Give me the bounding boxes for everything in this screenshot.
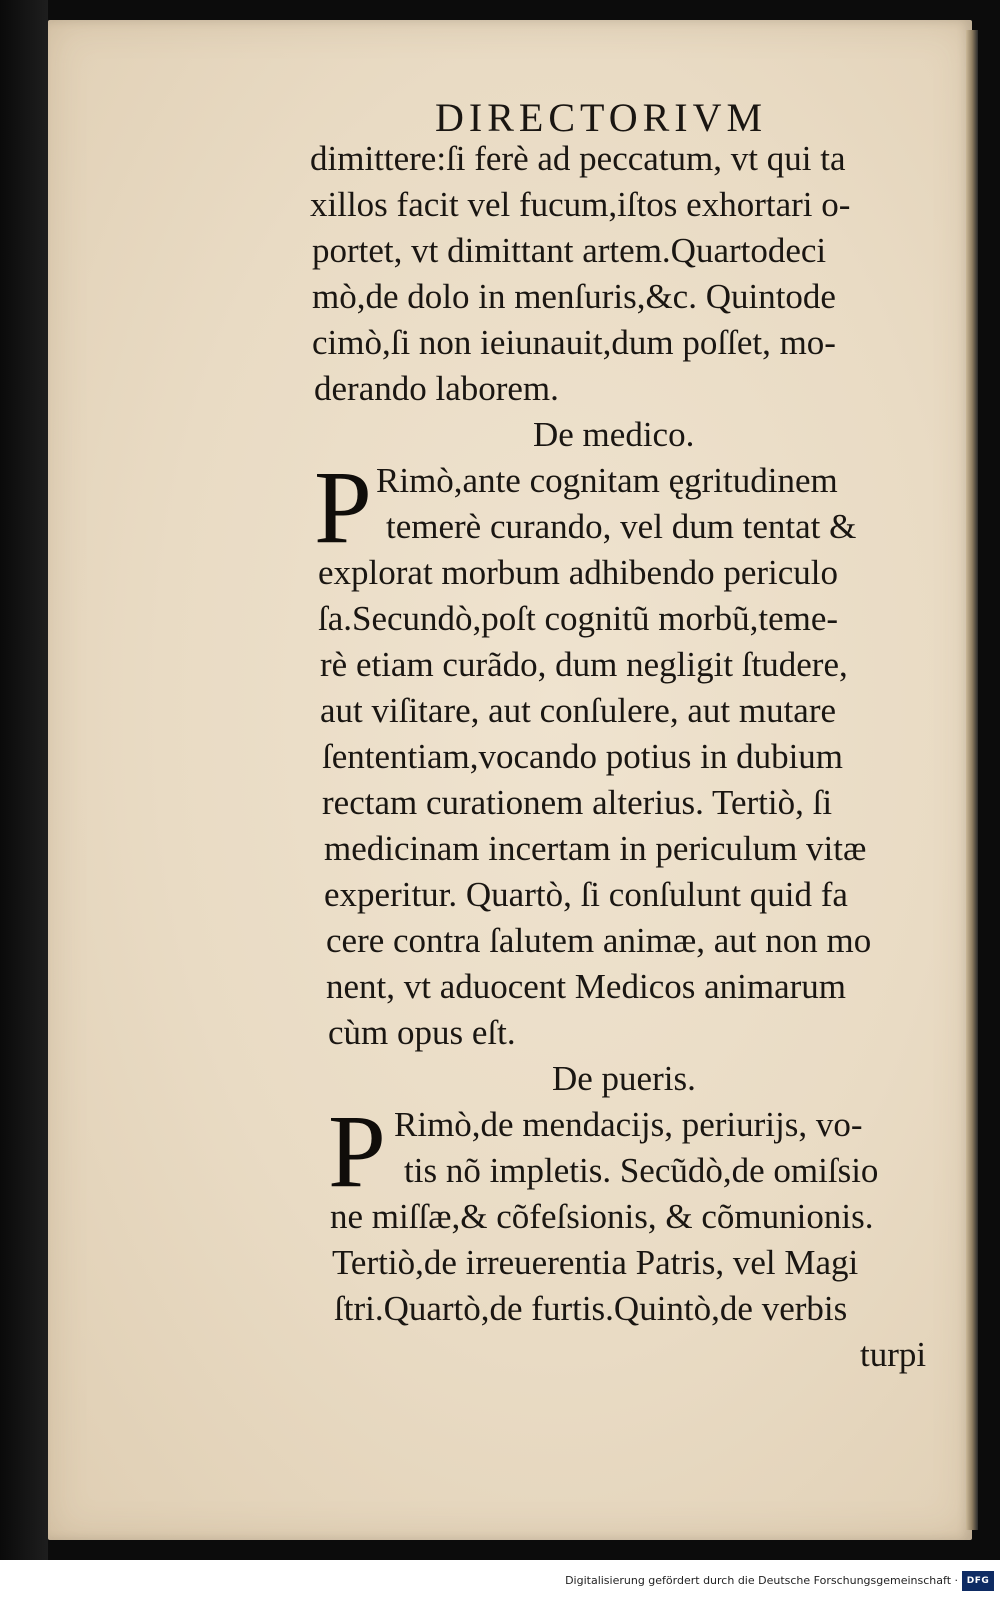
- text-line: temerè curando, vel dum tentat &: [386, 507, 857, 546]
- text-line: rectam curationem alterius. Tertiò, ſi: [322, 783, 833, 822]
- text-line: mò,de dolo in menſuris,&c. Quintode: [312, 277, 836, 316]
- footer-bar: [0, 1560, 1000, 1603]
- text-line: portet, vt dimittant artem.Quartodeci: [312, 231, 827, 270]
- text-line: explorat morbum adhibendo periculo: [318, 553, 838, 592]
- text-line: ſententiam,vocando potius in dubium: [322, 737, 844, 776]
- running-head: DIRECTORIVM: [435, 95, 768, 140]
- text-line: ne miſſæ,& cõfeſsionis, & cõmunionis.: [330, 1197, 874, 1236]
- text-line: dimittere:ſi ferè ad peccatum, vt qui ta: [310, 139, 846, 178]
- text-line: xillos facit vel fucum,iſtos exhortari o-: [310, 185, 851, 224]
- text-line: rè etiam curãdo, dum negligit ſtudere,: [320, 645, 848, 684]
- text-line: cùm opus eſt.: [328, 1013, 516, 1052]
- text-line: cere contra ſalutem animæ, aut non mo: [326, 921, 872, 960]
- text-line: tis nõ impletis. Secũdò,de omiſsio: [404, 1151, 879, 1190]
- text-line: experitur. Quartò, ſi conſulunt quid fa: [324, 875, 848, 914]
- text-line: nent, vt aduocent Medicos animarum: [326, 967, 846, 1006]
- page-text-block: [260, 92, 960, 1472]
- dfg-logo-icon: DFG: [962, 1571, 994, 1591]
- page-edge: [966, 30, 978, 1530]
- text-line: Rimò,de mendacijs, periurijs, vo-: [394, 1105, 863, 1144]
- scanner-backdrop: [0, 0, 48, 1560]
- text-line: ſa.Secundò,poſt cognitũ morbũ,teme-: [318, 599, 839, 638]
- section-heading-medico: De medico.: [533, 415, 695, 454]
- text-line: ſtri.Quartò,de furtis.Quintò,de verbis: [334, 1289, 848, 1328]
- catchword: turpi: [860, 1335, 927, 1374]
- drop-cap-initial: P: [314, 450, 372, 565]
- section-heading-pueris: De pueris.: [552, 1059, 696, 1098]
- text-line: Rimò,ante cognitam ęgritudinem: [376, 461, 838, 500]
- text-line: derando laborem.: [314, 369, 559, 408]
- text-line: medicinam incertam in periculum vitæ: [324, 829, 867, 868]
- text-line: cimò,ſi non ieiunauit,dum poſſet, mo-: [312, 323, 836, 362]
- drop-cap-initial: P: [328, 1094, 386, 1209]
- footer-credit: Digitalisierung gefördert durch die Deutsche Forschungsgemeinschaft ·: [565, 1574, 958, 1587]
- text-line: Tertiò,de irreuerentia Patris, vel Magi: [332, 1243, 859, 1282]
- text-line: aut viſitare, aut conſulere, aut mutare: [320, 691, 837, 730]
